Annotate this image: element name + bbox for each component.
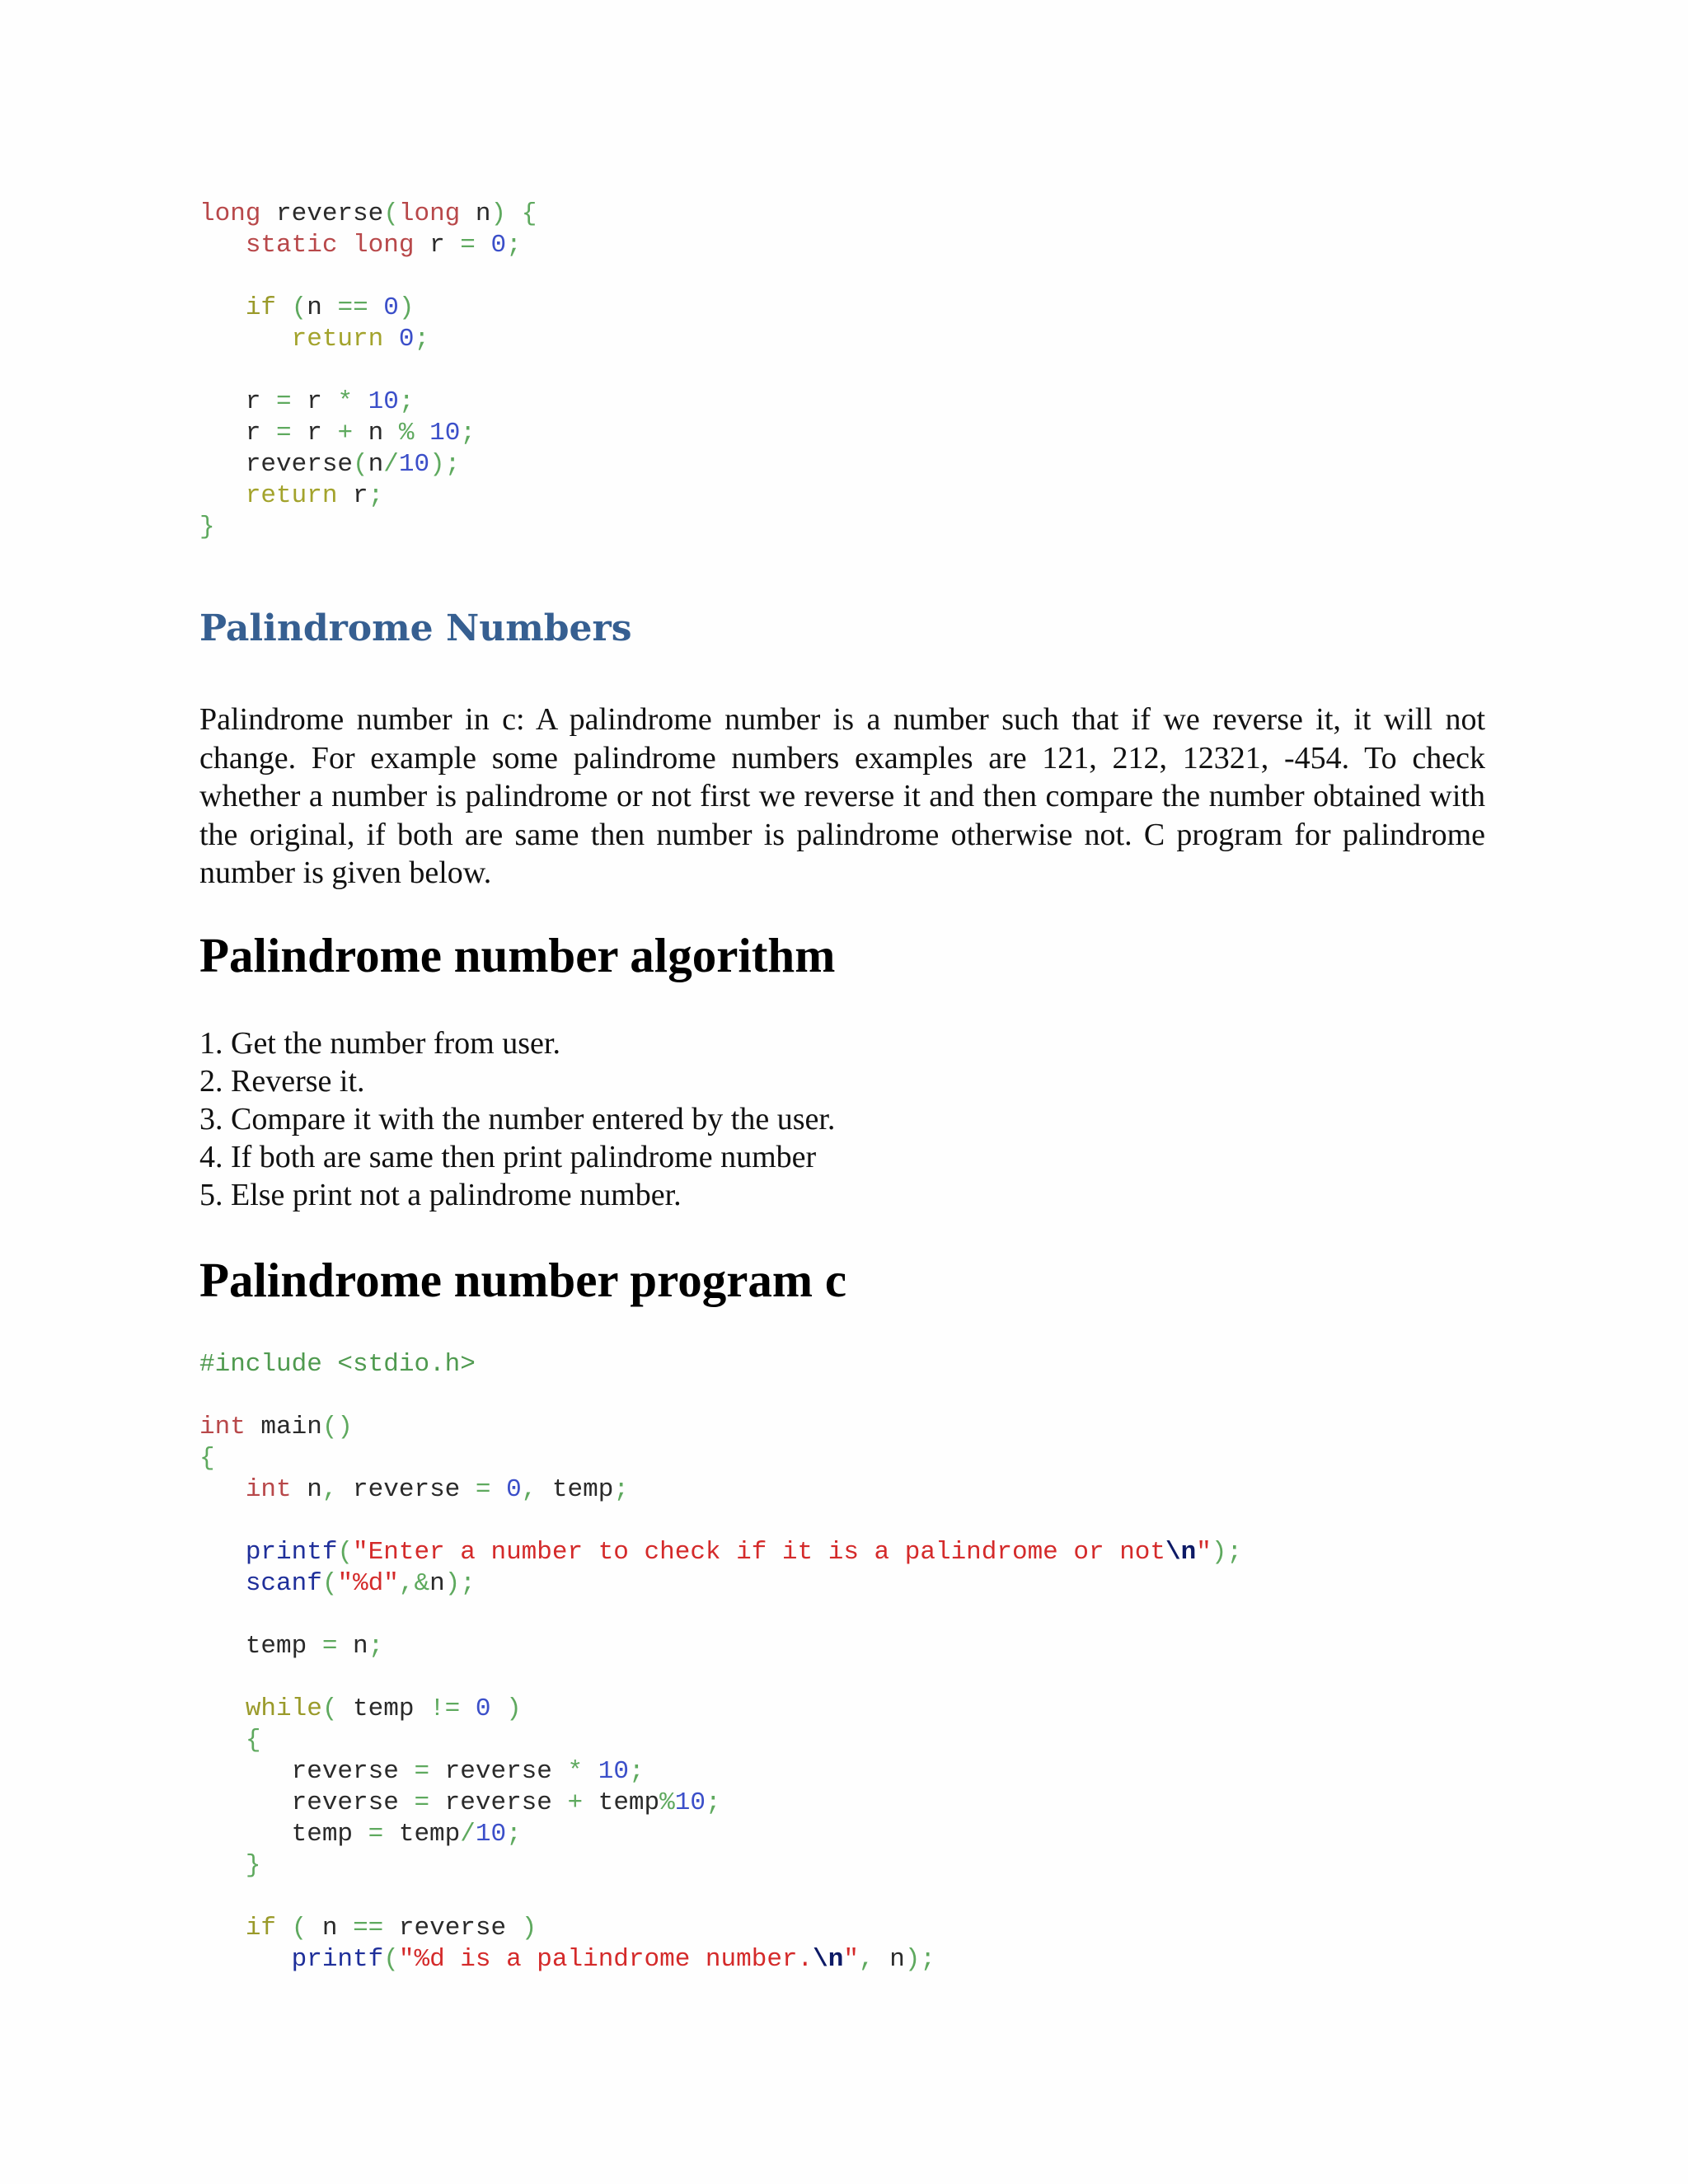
code-token: long (199, 199, 261, 228)
code-token: reverse (429, 1757, 568, 1786)
code-token: n (353, 419, 399, 448)
code-line (199, 1349, 1242, 1380)
code-token: reverse (291, 1788, 415, 1817)
code-token: r (337, 481, 368, 510)
code-block-main-program (199, 1349, 1242, 1975)
code-token: + (567, 1788, 584, 1817)
algorithm-step: 3. Compare it with the number entered by the user. (199, 1102, 836, 1137)
code-token (276, 293, 292, 322)
code-token: ) (490, 199, 507, 228)
code-token: main (245, 1413, 322, 1441)
code-line (199, 324, 537, 355)
algorithm-step: 4. If both are same then print palindrome number (199, 1140, 817, 1174)
code-token: temp (291, 1820, 368, 1849)
code-token: r (414, 231, 461, 260)
code-line (199, 1756, 1242, 1788)
algorithm-step: 2. Reverse it. (199, 1064, 365, 1099)
code-token: ) (904, 1945, 921, 1974)
code-indent (199, 1914, 246, 1943)
code-token (491, 1475, 507, 1504)
code-token: #include <stdio.h> (199, 1350, 476, 1379)
code-token: printf (245, 1538, 338, 1567)
code-indent (199, 1694, 246, 1723)
code-token: 10 (429, 419, 461, 448)
code-token: n (368, 450, 384, 479)
code-indent (199, 419, 246, 448)
code-token: / (383, 450, 399, 479)
code-line (199, 1568, 1242, 1600)
code-token: temp (583, 1788, 660, 1817)
code-token: if (245, 293, 277, 322)
code-token: ; (628, 1757, 645, 1786)
code-line (199, 1631, 1242, 1662)
code-token: " (1196, 1538, 1212, 1567)
code-indent (199, 450, 246, 479)
code-line (199, 1474, 1242, 1506)
code-token: { (245, 1726, 261, 1755)
code-token (383, 325, 399, 354)
code-line (199, 230, 537, 261)
code-token: "Enter a number to check if it is a palindrome or not (353, 1538, 1166, 1567)
code-token: ( (337, 1538, 354, 1567)
code-token: , (521, 1475, 537, 1504)
code-token: % (659, 1788, 675, 1817)
code-token: temp (337, 1694, 430, 1723)
code-indent (199, 1538, 246, 1567)
code-token: long (398, 199, 461, 228)
code-token: = (276, 387, 292, 416)
code-token: ( (291, 293, 307, 322)
code-token: printf (291, 1945, 384, 1974)
code-token: reverse (260, 199, 384, 228)
code-token: != (429, 1694, 461, 1723)
code-token: 0 (475, 1694, 491, 1723)
code-token: , (858, 1945, 874, 1974)
code-token: = (414, 1788, 430, 1817)
code-token: ; (444, 450, 461, 479)
code-token: ; (705, 1788, 721, 1817)
code-token: ; (613, 1475, 629, 1504)
code-indent (199, 1851, 246, 1880)
code-indent (199, 325, 292, 354)
code-line-blank (199, 1506, 1242, 1537)
code-token: temp (537, 1475, 614, 1504)
code-token: ; (506, 1820, 522, 1849)
code-line (199, 293, 537, 324)
code-token: ( (353, 450, 368, 479)
code-token: n (307, 293, 338, 322)
code-token: temp (245, 1632, 322, 1661)
code-token: 10 (398, 450, 430, 479)
code-token: == (337, 293, 368, 322)
code-token (476, 231, 491, 260)
code-token: reverse (337, 1475, 476, 1504)
code-token: ) (521, 1914, 537, 1943)
code-token (460, 1694, 476, 1723)
code-token: + (337, 419, 354, 448)
code-token: r (245, 387, 277, 416)
code-token: n (460, 199, 491, 228)
code-token: r (291, 419, 338, 448)
code-line (199, 199, 537, 230)
code-token: ; (368, 481, 384, 510)
code-token: return (291, 325, 384, 354)
code-token: while (245, 1694, 322, 1723)
code-indent (199, 1945, 292, 1974)
code-token: if (245, 1914, 277, 1943)
code-token: } (245, 1851, 261, 1880)
code-token: } (199, 513, 215, 541)
code-token: & (414, 1569, 430, 1598)
code-line (199, 1913, 1242, 1944)
code-token: == (353, 1914, 384, 1943)
section-heading-algorithm: Palindrome number algorithm (199, 928, 836, 982)
code-token: * (567, 1757, 584, 1786)
code-token: reverse (245, 450, 354, 479)
code-token: long (353, 231, 415, 260)
code-token: " (843, 1945, 859, 1974)
code-token: \n (1165, 1538, 1197, 1567)
code-line-blank (199, 355, 537, 387)
code-indent (199, 1820, 292, 1849)
code-token (414, 419, 429, 448)
code-token: static (245, 231, 338, 260)
code-token: n (874, 1945, 905, 1974)
code-token: ; (506, 231, 522, 260)
code-token: / (460, 1820, 476, 1849)
code-token: ) (429, 450, 445, 479)
algorithm-steps-list (199, 1024, 835, 1214)
code-token: ; (920, 1945, 936, 1974)
code-token: = (321, 1632, 338, 1661)
code-token: ) (490, 1694, 522, 1723)
code-line-blank (199, 1662, 1242, 1694)
code-line (199, 512, 537, 543)
code-token (276, 1914, 292, 1943)
code-token: ) (398, 293, 415, 322)
code-line-blank (199, 261, 537, 293)
section-heading-palindrome-numbers: Palindrome Numbers (199, 607, 632, 649)
code-token: r (291, 387, 338, 416)
code-line (199, 449, 537, 480)
code-indent (199, 1726, 246, 1755)
code-indent (199, 231, 246, 260)
code-token (583, 1757, 598, 1786)
code-token: = (414, 1757, 430, 1786)
code-indent (199, 293, 246, 322)
code-token: "%d" (337, 1569, 399, 1598)
code-token: = (276, 419, 292, 448)
code-line (199, 1725, 1242, 1756)
code-token: 10 (368, 387, 399, 416)
code-token: 10 (475, 1820, 507, 1849)
code-line (199, 1788, 1242, 1819)
code-token: n (307, 1914, 354, 1943)
code-line (199, 1412, 1242, 1443)
code-token: ( (321, 1569, 338, 1598)
section-heading-program: Palindrome number program c (199, 1253, 847, 1307)
code-token: ) (444, 1569, 461, 1598)
code-token (368, 293, 384, 322)
code-token: = (460, 231, 476, 260)
code-token: reverse (291, 1757, 415, 1786)
code-token: r (245, 419, 277, 448)
code-token: ; (368, 1632, 384, 1661)
algorithm-step: 1. Get the number from user. (199, 1026, 560, 1061)
code-token: ) (1211, 1538, 1227, 1567)
code-token (337, 231, 353, 260)
code-token: ( (321, 1694, 338, 1723)
code-token: int (245, 1475, 292, 1504)
code-token: 10 (598, 1757, 629, 1786)
code-indent (199, 1569, 246, 1598)
code-token: ; (398, 387, 415, 416)
code-line-blank (199, 1600, 1242, 1631)
code-block-reverse-function (199, 199, 537, 543)
code-token: * (337, 387, 354, 416)
code-indent (199, 1757, 292, 1786)
code-token: int (199, 1413, 246, 1441)
code-token: ( (383, 199, 399, 228)
code-token: ; (460, 419, 476, 448)
code-indent (199, 1788, 292, 1817)
code-token: "%d is a palindrome number. (398, 1945, 814, 1974)
code-token: ; (1226, 1538, 1243, 1567)
code-token: n (429, 1569, 445, 1598)
code-token: ; (460, 1569, 476, 1598)
code-indent (199, 387, 246, 416)
code-token: 0 (383, 293, 399, 322)
code-line-blank (199, 1882, 1242, 1913)
code-token: n (291, 1475, 322, 1504)
code-token: 0 (490, 231, 507, 260)
code-token: , (321, 1475, 338, 1504)
code-token: 10 (674, 1788, 706, 1817)
code-token: ( (291, 1914, 307, 1943)
code-token: scanf (245, 1569, 322, 1598)
algorithm-step: 5. Else print not a palindrome number. (199, 1178, 682, 1212)
code-line (199, 1850, 1242, 1882)
code-token: n (337, 1632, 368, 1661)
code-indent (199, 481, 246, 510)
code-line-blank (199, 1380, 1242, 1412)
code-indent (199, 1632, 246, 1661)
code-token: \n (813, 1945, 844, 1974)
code-line (199, 1944, 1242, 1975)
code-token: { (506, 199, 537, 228)
code-token: ( (383, 1945, 399, 1974)
code-line (199, 480, 537, 512)
code-token: return (245, 481, 338, 510)
code-token: 0 (506, 1475, 522, 1504)
code-line (199, 418, 537, 449)
code-token: % (398, 419, 415, 448)
code-token: , (398, 1569, 415, 1598)
code-token: = (475, 1475, 491, 1504)
code-line (199, 387, 537, 418)
code-token: ; (414, 325, 430, 354)
code-indent (199, 1475, 246, 1504)
code-line (199, 1694, 1242, 1725)
code-token: = (368, 1820, 384, 1849)
code-token: temp (383, 1820, 461, 1849)
intro-paragraph: Palindrome number in c: A palindrome number is a number such that if we reverse it, it will not change. For example some palindrome numbers examples are 121, 212, 12321, -454. To check whether a number is palindrome or not first we reverse it and then compare the number obtained with the original, if both are same then number is palindrome otherwise not. C program for palindrome number is given below. (199, 702, 1485, 890)
code-token: 0 (398, 325, 415, 354)
code-token: { (199, 1444, 215, 1473)
code-token: reverse (429, 1788, 568, 1817)
code-token: reverse (383, 1914, 522, 1943)
code-line (199, 1443, 1242, 1474)
code-line (199, 1819, 1242, 1850)
code-token: () (321, 1413, 354, 1441)
code-token (353, 387, 368, 416)
code-line (199, 1537, 1242, 1568)
